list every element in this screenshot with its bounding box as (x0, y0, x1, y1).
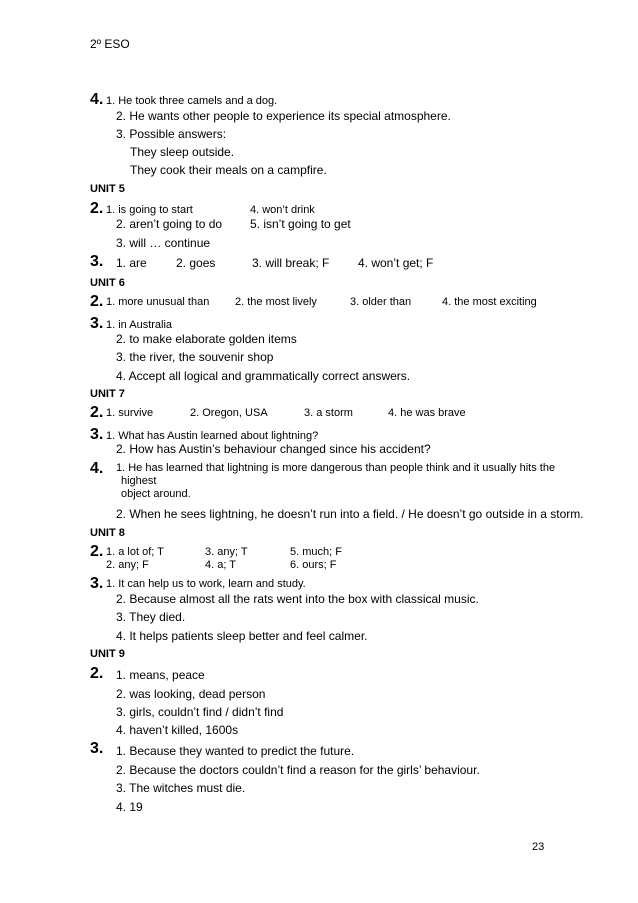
answer-line: 3. any; T (205, 546, 248, 558)
answer-line: 3. the river, the souvenir shop (116, 350, 274, 364)
answer-line: 1. He took three camels and a dog. (106, 95, 278, 107)
answer-line: 2. goes (176, 256, 216, 270)
answer-line: 2. Because almost all the rats went into the box with classical music. (116, 592, 479, 606)
unit-heading: UNIT 6 (90, 277, 125, 289)
answer-line: 3. will … continue (116, 236, 211, 250)
exercise-number: 4. (90, 91, 104, 108)
exercise-number: 4. (90, 460, 104, 477)
answer-line: 2. the most lively (235, 296, 317, 308)
exercise-number: 3. (90, 740, 104, 757)
answer-line: 1. Because they wanted to predict the future. (116, 744, 355, 758)
answer-line: 3. Possible answers: (116, 127, 227, 141)
answer-line: 4. 19 (116, 800, 143, 814)
answer-line: 3. girls, couldn’t find / didn’t find (116, 705, 284, 719)
exercise-number: 2. (90, 404, 104, 421)
answer-line: 3. The witches must die. (116, 781, 246, 795)
exercise-number: 3. (90, 315, 104, 332)
answer-line: 1. It can help us to work, learn and study. (106, 578, 306, 590)
answer-line: 4. won’t get; F (358, 256, 434, 270)
answer-line: 4. haven’t killed, 1600s (116, 723, 239, 737)
answer-line: They sleep outside. (130, 145, 235, 159)
answer-line: 2. Because the doctors couldn’t find a reason for the girls’ behaviour. (116, 763, 480, 777)
answer-line: 2. How has Austin’s behaviour changed since his accident? (116, 442, 431, 456)
unit-heading: UNIT 7 (90, 388, 125, 400)
answer-line: 1. a lot of; T (106, 546, 164, 558)
answer-line: They cook their meals on a campfire. (130, 163, 327, 177)
exercise-number: 2. (90, 200, 104, 217)
answer-line: 1. in Australia (106, 319, 173, 331)
unit-heading: UNIT 5 (90, 183, 125, 195)
unit-heading: UNIT 8 (90, 527, 125, 539)
answer-line: 1. He has learned that lightning is more dangerous than people think and it usually hits the (116, 462, 556, 474)
answer-line: 4. he was brave (388, 407, 466, 419)
exercise-number: 2. (90, 293, 104, 310)
answer-line: highest (121, 475, 157, 487)
answer-line: 3. a storm (304, 407, 353, 419)
answer-line: 1. is going to start (106, 204, 193, 216)
exercise-number: 3. (90, 575, 104, 592)
answer-line: 1. means, peace (116, 668, 205, 682)
answer-line: 4. It helps patients sleep better and feel calmer. (116, 629, 368, 643)
answer-line: 2. any; F (106, 559, 149, 571)
answer-line: 4. Accept all logical and grammatically correct answers. (116, 369, 411, 383)
answer-line: 3. They died. (116, 610, 186, 624)
exercise-number: 2. (90, 665, 104, 682)
answer-line: 2. was looking, dead person (116, 687, 266, 701)
answer-line: 4. won’t drink (250, 204, 315, 216)
answer-line: 1. are (116, 256, 147, 270)
answer-line: 4. a; T (205, 559, 236, 571)
answer-line: 2. He wants other people to experience its special atmosphere. (116, 109, 451, 123)
answer-line: 2. aren’t going to do (116, 217, 223, 231)
answer-line: 2. When he sees lightning, he doesn’t run into a field. / He doesn’t go outside in a storm. (116, 507, 584, 521)
exercise-number: 2. (90, 543, 104, 560)
unit-heading: UNIT 9 (90, 648, 125, 660)
answer-line: 6. ours; F (290, 559, 337, 571)
exercise-number: 3. (90, 426, 104, 443)
answer-line: 1. survive (106, 407, 154, 419)
answer-line: 2. Oregon, USA (190, 407, 268, 419)
exercise-number: 3. (90, 253, 104, 270)
answer-line: 5. isn’t going to get (250, 217, 351, 231)
page-number: 23 (532, 841, 545, 853)
answer-line: 3. will break; F (252, 256, 330, 270)
answer-line: 1. What has Austin learned about lightning? (106, 430, 319, 442)
answer-line: 1. more unusual than (106, 296, 210, 308)
course-header: 2º ESO (90, 37, 130, 51)
answer-line: 5. much; F (290, 546, 342, 558)
answer-line: object around. (121, 488, 191, 500)
answer-line: 2. to make elaborate golden items (116, 332, 297, 346)
answer-line: 4. the most exciting (442, 296, 537, 308)
answer-line: 3. older than (350, 296, 412, 308)
